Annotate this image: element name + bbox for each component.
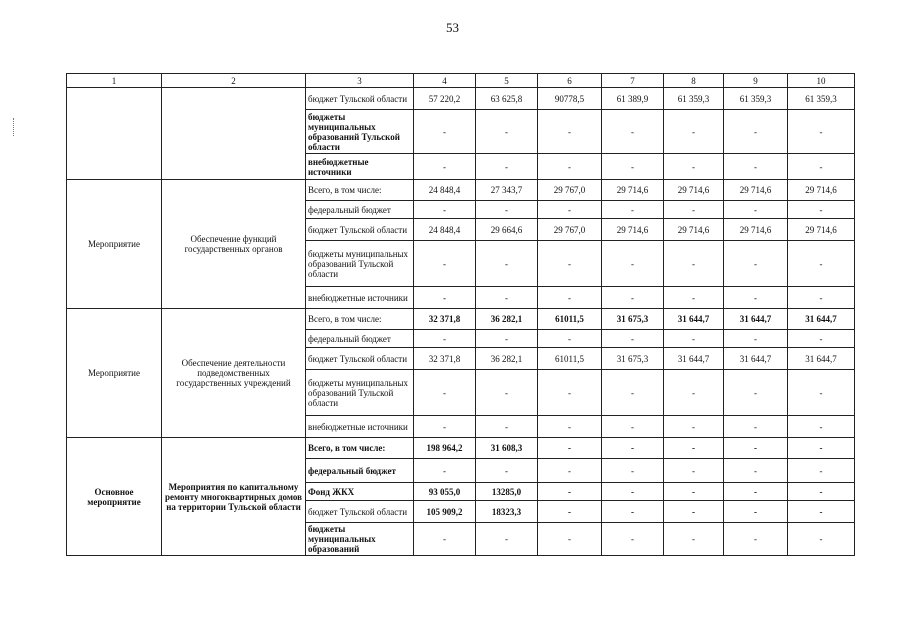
funding-source-cell: бюджет Тульской области: [306, 88, 414, 110]
value-cell: -: [724, 370, 788, 416]
value-cell: -: [602, 438, 664, 459]
value-cell: -: [476, 330, 538, 348]
value-cell: -: [724, 501, 788, 523]
value-cell: -: [664, 416, 724, 438]
value-cell: -: [788, 501, 855, 523]
value-cell: -: [476, 523, 538, 556]
value-cell: -: [414, 370, 476, 416]
col-header: 5: [476, 74, 538, 88]
value-cell: 36 282,1: [476, 348, 538, 370]
value-cell: 31 644,7: [664, 309, 724, 330]
value-cell: -: [724, 201, 788, 219]
value-cell: -: [602, 154, 664, 180]
col-header: 9: [724, 74, 788, 88]
col-header: 2: [162, 74, 306, 88]
value-cell: 32 371,8: [414, 309, 476, 330]
activity-type-cell: Мероприятие: [67, 180, 162, 309]
value-cell: -: [788, 110, 855, 154]
value-cell: -: [538, 483, 602, 501]
value-cell: 31 644,7: [724, 348, 788, 370]
margin-marks: [13, 118, 18, 136]
value-cell: -: [476, 201, 538, 219]
value-cell: -: [602, 370, 664, 416]
table-body: [67, 88, 855, 556]
value-cell: 29 664,6: [476, 219, 538, 241]
funding-source-cell: бюджеты муниципальных образований Тульской области: [306, 241, 414, 287]
value-cell: -: [602, 287, 664, 309]
value-cell: 198 964,2: [414, 438, 476, 459]
value-cell: -: [538, 201, 602, 219]
value-cell: 31 675,3: [602, 348, 664, 370]
value-cell: -: [664, 330, 724, 348]
value-cell: 63 625,8: [476, 88, 538, 110]
value-cell: 31 644,7: [788, 309, 855, 330]
value-cell: -: [538, 287, 602, 309]
value-cell: 61 389,9: [602, 88, 664, 110]
table-row: [67, 88, 855, 110]
value-cell: -: [724, 438, 788, 459]
value-cell: -: [476, 154, 538, 180]
value-cell: 24 848,4: [414, 180, 476, 201]
table-row: [67, 180, 855, 201]
col-header: 1: [67, 74, 162, 88]
value-cell: -: [664, 241, 724, 287]
value-cell: -: [538, 110, 602, 154]
col-header: 8: [664, 74, 724, 88]
funding-source-cell: Всего, в том числе:: [306, 438, 414, 459]
value-cell: 61 359,3: [724, 88, 788, 110]
value-cell: 61 359,3: [664, 88, 724, 110]
value-cell: 24 848,4: [414, 219, 476, 241]
value-cell: -: [664, 287, 724, 309]
value-cell: -: [476, 416, 538, 438]
value-cell: -: [788, 370, 855, 416]
value-cell: -: [476, 370, 538, 416]
value-cell: -: [602, 501, 664, 523]
activity-name-cell: Обеспечение функций государственных органов: [162, 180, 306, 309]
value-cell: -: [664, 523, 724, 556]
value-cell: -: [414, 154, 476, 180]
value-cell: 18323,3: [476, 501, 538, 523]
value-cell: -: [414, 523, 476, 556]
value-cell: -: [538, 501, 602, 523]
col-header: 3: [306, 74, 414, 88]
value-cell: 90778,5: [538, 88, 602, 110]
value-cell: 29 714,6: [602, 219, 664, 241]
value-cell: -: [788, 438, 855, 459]
funding-source-cell: бюджет Тульской области: [306, 348, 414, 370]
value-cell: 32 371,8: [414, 348, 476, 370]
value-cell: -: [724, 287, 788, 309]
value-cell: -: [724, 330, 788, 348]
funding-source-cell: внебюджетные источники: [306, 154, 414, 180]
page-number: 53: [446, 20, 459, 35]
value-cell: -: [538, 523, 602, 556]
value-cell: -: [664, 438, 724, 459]
activity-type-cell: Мероприятие: [67, 309, 162, 438]
value-cell: -: [602, 110, 664, 154]
value-cell: -: [724, 110, 788, 154]
value-cell: -: [724, 523, 788, 556]
value-cell: -: [788, 416, 855, 438]
value-cell: 27 343,7: [476, 180, 538, 201]
value-cell: -: [538, 416, 602, 438]
value-cell: -: [414, 110, 476, 154]
value-cell: 29 714,6: [664, 219, 724, 241]
value-cell: 57 220,2: [414, 88, 476, 110]
value-cell: -: [414, 241, 476, 287]
value-cell: 31 644,7: [788, 348, 855, 370]
value-cell: -: [664, 110, 724, 154]
value-cell: 61011,5: [538, 309, 602, 330]
value-cell: -: [788, 287, 855, 309]
value-cell: -: [602, 201, 664, 219]
funding-source-cell: федеральный бюджет: [306, 201, 414, 219]
value-cell: 13285,0: [476, 483, 538, 501]
funding-source-cell: бюджет Тульской области: [306, 219, 414, 241]
activity-name-cell: Мероприятия по капитальному ремонту многоквартирных домов на территории Тульской области: [162, 438, 306, 556]
col-header: 7: [602, 74, 664, 88]
funding-source-cell: внебюджетные источники: [306, 287, 414, 309]
value-cell: 29 767,0: [538, 180, 602, 201]
value-cell: 29 714,6: [788, 180, 855, 201]
value-cell: -: [602, 330, 664, 348]
value-cell: 93 055,0: [414, 483, 476, 501]
funding-source-cell: Фонд ЖКХ: [306, 483, 414, 501]
value-cell: -: [602, 416, 664, 438]
value-cell: -: [538, 459, 602, 483]
funding-source-cell: бюджеты муниципальных образований Тульской области: [306, 370, 414, 416]
value-cell: 29 714,6: [788, 219, 855, 241]
value-cell: -: [788, 523, 855, 556]
value-cell: 36 282,1: [476, 309, 538, 330]
value-cell: -: [414, 287, 476, 309]
funding-source-cell: бюджет Тульской области: [306, 501, 414, 523]
value-cell: -: [476, 287, 538, 309]
value-cell: -: [476, 110, 538, 154]
funding-source-cell: внебюджетные источники: [306, 416, 414, 438]
budget-table: [66, 73, 855, 556]
value-cell: -: [664, 154, 724, 180]
funding-source-cell: бюджеты муниципальных образований Тульской области: [306, 110, 414, 154]
value-cell: -: [788, 483, 855, 501]
col-header: 4: [414, 74, 476, 88]
value-cell: 29 714,6: [602, 180, 664, 201]
value-cell: 105 909,2: [414, 501, 476, 523]
value-cell: -: [414, 201, 476, 219]
value-cell: 29 714,6: [724, 180, 788, 201]
value-cell: -: [538, 241, 602, 287]
funding-source-cell: Всего, в том числе:: [306, 180, 414, 201]
activity-name-cell: [162, 88, 306, 180]
value-cell: -: [538, 154, 602, 180]
activity-type-cell: [67, 88, 162, 180]
funding-source-cell: бюджеты муниципальных образований: [306, 523, 414, 556]
value-cell: -: [538, 438, 602, 459]
value-cell: -: [788, 330, 855, 348]
value-cell: -: [724, 241, 788, 287]
value-cell: 29 714,6: [664, 180, 724, 201]
value-cell: 31 644,7: [664, 348, 724, 370]
value-cell: -: [724, 154, 788, 180]
value-cell: -: [724, 459, 788, 483]
value-cell: -: [538, 370, 602, 416]
value-cell: -: [664, 201, 724, 219]
header-row: [67, 74, 855, 88]
value-cell: -: [724, 483, 788, 501]
table-row: [67, 438, 855, 459]
value-cell: 61 359,3: [788, 88, 855, 110]
value-cell: -: [602, 241, 664, 287]
value-cell: -: [664, 459, 724, 483]
value-cell: -: [538, 330, 602, 348]
value-cell: -: [476, 459, 538, 483]
value-cell: -: [602, 483, 664, 501]
col-header: 10: [788, 74, 855, 88]
value-cell: -: [476, 241, 538, 287]
value-cell: -: [414, 416, 476, 438]
value-cell: -: [724, 416, 788, 438]
value-cell: -: [414, 330, 476, 348]
table-row: [67, 309, 855, 330]
value-cell: -: [664, 370, 724, 416]
funding-source-cell: федеральный бюджет: [306, 330, 414, 348]
value-cell: 31 644,7: [724, 309, 788, 330]
funding-source-cell: федеральный бюджет: [306, 459, 414, 483]
value-cell: 29 714,6: [724, 219, 788, 241]
value-cell: -: [788, 201, 855, 219]
activity-type-cell: Основное мероприятие: [67, 438, 162, 556]
value-cell: 29 767,0: [538, 219, 602, 241]
value-cell: 31 608,3: [476, 438, 538, 459]
activity-name-cell: Обеспечение деятельности подведомственных государственных учреждений: [162, 309, 306, 438]
value-cell: -: [664, 483, 724, 501]
value-cell: -: [602, 523, 664, 556]
value-cell: -: [414, 459, 476, 483]
value-cell: -: [788, 154, 855, 180]
value-cell: -: [602, 459, 664, 483]
value-cell: 61011,5: [538, 348, 602, 370]
value-cell: -: [664, 501, 724, 523]
col-header: 6: [538, 74, 602, 88]
funding-source-cell: Всего, в том числе:: [306, 309, 414, 330]
value-cell: 31 675,3: [602, 309, 664, 330]
value-cell: -: [788, 459, 855, 483]
value-cell: -: [788, 241, 855, 287]
